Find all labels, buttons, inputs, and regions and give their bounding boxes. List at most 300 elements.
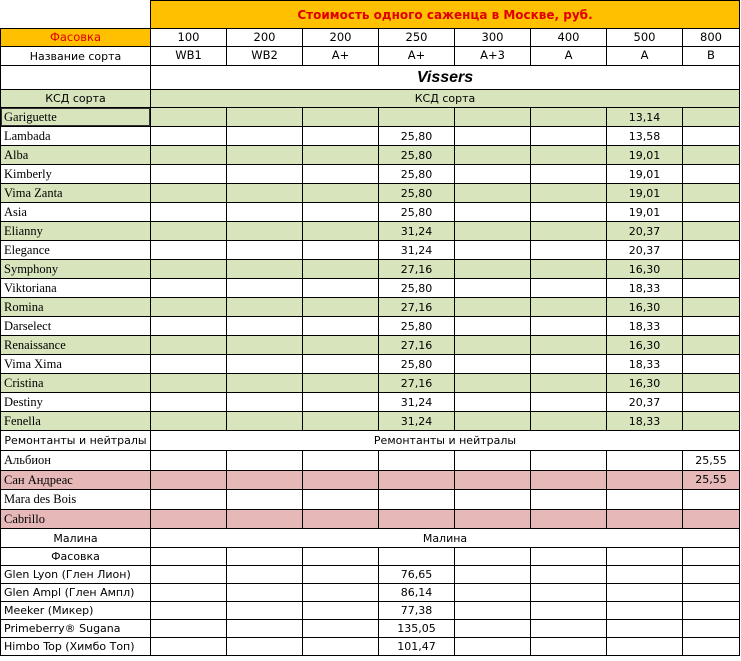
- price-cell[interactable]: [683, 336, 740, 355]
- empty-cell[interactable]: [227, 548, 303, 566]
- empty-cell[interactable]: [683, 548, 740, 566]
- price-cell[interactable]: [151, 241, 227, 260]
- price-cell[interactable]: [531, 393, 607, 412]
- grade-7[interactable]: B: [683, 47, 740, 66]
- price-cell[interactable]: 19,01: [607, 165, 683, 184]
- price-cell[interactable]: 76,65: [379, 566, 455, 584]
- table-row: [1, 509, 740, 529]
- price-cell[interactable]: [379, 509, 455, 529]
- price-cell[interactable]: 18,33: [607, 279, 683, 298]
- table-row: [1, 566, 740, 584]
- price-cell[interactable]: [607, 470, 683, 490]
- variety-name-cell[interactable]: Himbo Top (Химбо Топ): [1, 638, 151, 656]
- variety-name-cell[interactable]: Kimberly: [1, 165, 151, 184]
- price-cell[interactable]: [683, 279, 740, 298]
- price-cell[interactable]: [303, 317, 379, 336]
- table-row: [1, 203, 740, 222]
- variety-name-cell[interactable]: Fenella: [1, 412, 151, 431]
- price-cell[interactable]: [531, 241, 607, 260]
- variety-name-cell[interactable]: Glen Lyon (Глен Лион): [1, 566, 151, 584]
- price-cell[interactable]: [531, 279, 607, 298]
- price-cell[interactable]: [303, 393, 379, 412]
- price-cell[interactable]: 19,01: [607, 184, 683, 203]
- price-cell[interactable]: [151, 412, 227, 431]
- price-cell[interactable]: [455, 127, 531, 146]
- price-cell[interactable]: [227, 638, 303, 656]
- price-cell[interactable]: 16,30: [607, 298, 683, 317]
- table-row: [1, 336, 740, 355]
- price-cell[interactable]: [683, 241, 740, 260]
- price-cell[interactable]: [531, 620, 607, 638]
- price-cell[interactable]: 31,24: [379, 393, 455, 412]
- price-cell[interactable]: 77,38: [379, 602, 455, 620]
- price-cell[interactable]: [683, 317, 740, 336]
- price-cell[interactable]: [303, 165, 379, 184]
- variety-name-cell[interactable]: Elegance: [1, 241, 151, 260]
- price-cell[interactable]: [151, 108, 227, 127]
- variety-name-cell[interactable]: Primeberry® Sugana: [1, 620, 151, 638]
- price-cell[interactable]: [683, 490, 740, 510]
- price-cell[interactable]: [531, 490, 607, 510]
- price-cell[interactable]: [303, 470, 379, 490]
- table-row: [1, 620, 740, 638]
- price-cell[interactable]: [303, 566, 379, 584]
- price-cell[interactable]: [303, 584, 379, 602]
- price-cell[interactable]: 25,80: [379, 317, 455, 336]
- table-row: [1, 127, 740, 146]
- price-cell[interactable]: [683, 566, 740, 584]
- brand-title[interactable]: Vissers: [151, 66, 740, 90]
- price-cell[interactable]: [683, 108, 740, 127]
- price-cell[interactable]: 25,80: [379, 127, 455, 146]
- price-cell[interactable]: [455, 317, 531, 336]
- price-cell[interactable]: [151, 566, 227, 584]
- price-cell[interactable]: [227, 260, 303, 279]
- price-cell[interactable]: [151, 336, 227, 355]
- price-cell[interactable]: [151, 620, 227, 638]
- variety-name-cell[interactable]: Renaissance: [1, 336, 151, 355]
- price-cell[interactable]: [531, 298, 607, 317]
- price-cell[interactable]: [531, 374, 607, 393]
- price-cell[interactable]: [683, 620, 740, 638]
- price-cell[interactable]: [151, 222, 227, 241]
- price-cell[interactable]: [607, 509, 683, 529]
- variety-name-cell[interactable]: Cabrillo: [1, 509, 151, 529]
- price-cell[interactable]: [227, 203, 303, 222]
- empty-cell[interactable]: [379, 548, 455, 566]
- variety-name-cell[interactable]: Сан Андреас: [1, 470, 151, 490]
- brand-left-cell[interactable]: [1, 66, 151, 90]
- price-cell[interactable]: 19,01: [607, 146, 683, 165]
- price-cell[interactable]: 18,33: [607, 412, 683, 431]
- price-cell[interactable]: [151, 355, 227, 374]
- price-cell[interactable]: [379, 451, 455, 471]
- price-cell[interactable]: [455, 241, 531, 260]
- price-cell[interactable]: [455, 355, 531, 374]
- pack-size-6[interactable]: 500: [607, 29, 683, 47]
- price-cell[interactable]: [531, 602, 607, 620]
- price-cell[interactable]: [455, 566, 531, 584]
- price-cell[interactable]: [227, 317, 303, 336]
- price-cell[interactable]: [531, 470, 607, 490]
- table-row: [1, 279, 740, 298]
- price-cell[interactable]: 20,37: [607, 241, 683, 260]
- price-cell[interactable]: [227, 165, 303, 184]
- section-header-row: [1, 90, 740, 108]
- price-cell[interactable]: [531, 317, 607, 336]
- variety-name-cell[interactable]: Vima Xima: [1, 355, 151, 374]
- section-left-label[interactable]: КСД сорта: [1, 90, 151, 108]
- price-cell[interactable]: [303, 146, 379, 165]
- price-cell[interactable]: [531, 127, 607, 146]
- price-cell[interactable]: 13,14: [607, 108, 683, 127]
- price-cell[interactable]: 16,30: [607, 260, 683, 279]
- price-cell[interactable]: [303, 241, 379, 260]
- price-cell[interactable]: [151, 638, 227, 656]
- table-row: [1, 108, 740, 127]
- price-cell[interactable]: [683, 509, 740, 529]
- price-cell[interactable]: [151, 165, 227, 184]
- price-cell[interactable]: 25,80: [379, 165, 455, 184]
- price-cell[interactable]: [303, 374, 379, 393]
- price-cell[interactable]: [227, 470, 303, 490]
- price-cell[interactable]: [607, 566, 683, 584]
- corner-cell[interactable]: [1, 1, 151, 29]
- empty-cell[interactable]: [607, 548, 683, 566]
- pack-size-5[interactable]: 400: [531, 29, 607, 47]
- price-cell[interactable]: [379, 490, 455, 510]
- price-cell[interactable]: 16,30: [607, 336, 683, 355]
- section-header-row: [1, 431, 740, 451]
- price-cell[interactable]: [683, 203, 740, 222]
- price-cell[interactable]: [531, 260, 607, 279]
- section-left-label[interactable]: Ремонтанты и нейтралы: [1, 431, 151, 451]
- price-cell[interactable]: [607, 638, 683, 656]
- table-row: [1, 638, 740, 656]
- table-row: [1, 602, 740, 620]
- price-cell[interactable]: 135,05: [379, 620, 455, 638]
- table-row: [1, 355, 740, 374]
- price-cell[interactable]: [303, 127, 379, 146]
- price-cell[interactable]: [303, 490, 379, 510]
- price-cell[interactable]: [455, 451, 531, 471]
- price-cell[interactable]: [303, 620, 379, 638]
- variety-name-cell[interactable]: Elianny: [1, 222, 151, 241]
- price-cell[interactable]: [151, 451, 227, 471]
- price-cell[interactable]: [531, 451, 607, 471]
- price-cell[interactable]: [303, 222, 379, 241]
- pack-size-3[interactable]: 250: [379, 29, 455, 47]
- pack-size-0[interactable]: 100: [151, 29, 227, 47]
- variety-name-cell[interactable]: Alba: [1, 146, 151, 165]
- grade-1[interactable]: WB2: [227, 47, 303, 66]
- price-cell[interactable]: [303, 451, 379, 471]
- price-cell[interactable]: [683, 638, 740, 656]
- section-span-label[interactable]: Малина: [151, 529, 740, 548]
- price-cell[interactable]: [683, 165, 740, 184]
- price-cell[interactable]: 27,16: [379, 260, 455, 279]
- price-cell[interactable]: [227, 620, 303, 638]
- price-cell[interactable]: [227, 509, 303, 529]
- price-cell[interactable]: [531, 638, 607, 656]
- variety-name-cell[interactable]: Darselect: [1, 317, 151, 336]
- price-cell[interactable]: [455, 509, 531, 529]
- price-cell[interactable]: [455, 184, 531, 203]
- price-cell[interactable]: 25,55: [683, 451, 740, 471]
- pack-size-7[interactable]: 800: [683, 29, 740, 47]
- price-cell[interactable]: [531, 203, 607, 222]
- price-cell[interactable]: [607, 602, 683, 620]
- price-cell[interactable]: [455, 165, 531, 184]
- price-cell[interactable]: [455, 279, 531, 298]
- price-cell[interactable]: [531, 509, 607, 529]
- price-cell[interactable]: [151, 203, 227, 222]
- price-cell[interactable]: [151, 298, 227, 317]
- price-cell[interactable]: [379, 108, 455, 127]
- section-span-label[interactable]: КСД сорта: [151, 90, 740, 108]
- section-header-row: [1, 529, 740, 548]
- price-cell[interactable]: [683, 584, 740, 602]
- price-cell[interactable]: 31,24: [379, 241, 455, 260]
- price-cell[interactable]: 16,30: [607, 374, 683, 393]
- price-cell[interactable]: [303, 412, 379, 431]
- price-cell[interactable]: [455, 146, 531, 165]
- price-cell[interactable]: [455, 584, 531, 602]
- price-cell[interactable]: [455, 374, 531, 393]
- price-cell[interactable]: [227, 451, 303, 471]
- price-cell[interactable]: [227, 108, 303, 127]
- variety-name-cell[interactable]: Meeker (Микер): [1, 602, 151, 620]
- variety-name-cell[interactable]: Symphony: [1, 260, 151, 279]
- price-cell[interactable]: [455, 108, 531, 127]
- price-cell[interactable]: [227, 355, 303, 374]
- empty-cell[interactable]: [151, 548, 227, 566]
- table-row: [1, 451, 740, 471]
- price-cell[interactable]: [303, 279, 379, 298]
- price-cell[interactable]: [227, 602, 303, 620]
- grade-0[interactable]: WB1: [151, 47, 227, 66]
- pack-subheader-row: [1, 548, 740, 566]
- price-cell[interactable]: 25,80: [379, 355, 455, 374]
- price-cell[interactable]: [607, 451, 683, 471]
- price-cell[interactable]: [151, 393, 227, 412]
- price-cell[interactable]: [303, 638, 379, 656]
- price-cell[interactable]: [607, 584, 683, 602]
- table-row: [1, 241, 740, 260]
- price-cell[interactable]: [683, 298, 740, 317]
- table-row: [1, 146, 740, 165]
- price-cell[interactable]: [455, 298, 531, 317]
- price-cell[interactable]: [683, 127, 740, 146]
- price-cell[interactable]: [455, 470, 531, 490]
- table-row: [1, 393, 740, 412]
- pack-size-4[interactable]: 300: [455, 29, 531, 47]
- table-row: [1, 317, 740, 336]
- price-cell[interactable]: [455, 620, 531, 638]
- price-cell[interactable]: [455, 638, 531, 656]
- price-cell[interactable]: 18,33: [607, 355, 683, 374]
- price-cell[interactable]: [227, 127, 303, 146]
- price-cell[interactable]: 101,47: [379, 638, 455, 656]
- price-cell[interactable]: [303, 203, 379, 222]
- price-cell[interactable]: [455, 393, 531, 412]
- price-cell[interactable]: 25,80: [379, 279, 455, 298]
- price-cell[interactable]: [303, 355, 379, 374]
- table-row: [1, 584, 740, 602]
- price-cell[interactable]: [151, 374, 227, 393]
- pack-size-2[interactable]: 200: [303, 29, 379, 47]
- price-cell[interactable]: [227, 412, 303, 431]
- price-cell[interactable]: [531, 566, 607, 584]
- price-cell[interactable]: [531, 108, 607, 127]
- price-cell[interactable]: 25,80: [379, 203, 455, 222]
- price-cell[interactable]: 25,80: [379, 184, 455, 203]
- price-cell[interactable]: [151, 279, 227, 298]
- price-cell[interactable]: [303, 602, 379, 620]
- table-row: [1, 260, 740, 279]
- price-cell[interactable]: [607, 490, 683, 510]
- table-title[interactable]: Стоимость одного саженца в Москве, руб.: [151, 1, 740, 29]
- price-cell[interactable]: [531, 184, 607, 203]
- price-cell[interactable]: [227, 222, 303, 241]
- price-cell[interactable]: [455, 222, 531, 241]
- price-cell[interactable]: [151, 509, 227, 529]
- price-cell[interactable]: [151, 490, 227, 510]
- price-cell[interactable]: [303, 260, 379, 279]
- price-cell[interactable]: 20,37: [607, 393, 683, 412]
- price-cell[interactable]: [303, 298, 379, 317]
- price-cell[interactable]: [303, 184, 379, 203]
- grade-5[interactable]: A: [531, 47, 607, 66]
- price-cell[interactable]: [227, 279, 303, 298]
- price-cell[interactable]: 31,24: [379, 412, 455, 431]
- pack-label[interactable]: Фасовка: [1, 29, 151, 47]
- price-cell[interactable]: [683, 260, 740, 279]
- grade-3[interactable]: A+: [379, 47, 455, 66]
- price-cell[interactable]: [151, 584, 227, 602]
- price-cell[interactable]: [227, 146, 303, 165]
- price-cell[interactable]: [151, 260, 227, 279]
- table-row: [1, 490, 740, 510]
- pack-sub-label[interactable]: Фасовка: [1, 548, 151, 566]
- price-cell[interactable]: [455, 412, 531, 431]
- section-left-label[interactable]: Малина: [1, 529, 151, 548]
- price-cell[interactable]: [607, 620, 683, 638]
- price-cell[interactable]: [227, 184, 303, 203]
- table-row: [1, 470, 740, 490]
- table-row: [1, 412, 740, 431]
- price-cell[interactable]: [683, 393, 740, 412]
- price-cell[interactable]: [151, 184, 227, 203]
- price-cell[interactable]: [227, 393, 303, 412]
- variety-name-cell[interactable]: Vima Zanta: [1, 184, 151, 203]
- variety-name-cell[interactable]: Cristina: [1, 374, 151, 393]
- variety-name-cell[interactable]: Gariguette: [1, 108, 151, 127]
- price-cell[interactable]: [227, 374, 303, 393]
- price-cell[interactable]: [151, 470, 227, 490]
- price-cell[interactable]: [683, 146, 740, 165]
- price-cell[interactable]: [683, 222, 740, 241]
- price-cell[interactable]: [455, 260, 531, 279]
- price-cell[interactable]: [531, 355, 607, 374]
- table-row: [1, 298, 740, 317]
- price-cell[interactable]: [531, 165, 607, 184]
- price-cell[interactable]: 27,16: [379, 374, 455, 393]
- price-cell[interactable]: 19,01: [607, 203, 683, 222]
- price-cell[interactable]: 20,37: [607, 222, 683, 241]
- price-cell[interactable]: [455, 336, 531, 355]
- price-cell[interactable]: [227, 241, 303, 260]
- variety-name-cell[interactable]: Lambada: [1, 127, 151, 146]
- grade-4[interactable]: A+3: [455, 47, 531, 66]
- table-row: [1, 374, 740, 393]
- price-cell[interactable]: [455, 203, 531, 222]
- price-cell[interactable]: [151, 146, 227, 165]
- price-cell[interactable]: [683, 412, 740, 431]
- price-cell[interactable]: [227, 566, 303, 584]
- variety-label[interactable]: Название сорта: [1, 47, 151, 66]
- section-span-label[interactable]: Ремонтанты и нейтралы: [151, 431, 740, 451]
- variety-name-cell[interactable]: Destiny: [1, 393, 151, 412]
- empty-cell[interactable]: [531, 548, 607, 566]
- price-cell[interactable]: [303, 509, 379, 529]
- variety-name-cell[interactable]: Альбион: [1, 451, 151, 471]
- price-cell[interactable]: 31,24: [379, 222, 455, 241]
- price-cell[interactable]: [531, 412, 607, 431]
- price-cell[interactable]: [227, 584, 303, 602]
- grade-6[interactable]: A: [607, 47, 683, 66]
- table-row: [1, 184, 740, 203]
- grade-2[interactable]: A+: [303, 47, 379, 66]
- price-cell[interactable]: [151, 127, 227, 146]
- empty-cell[interactable]: [303, 548, 379, 566]
- price-cell[interactable]: 86,14: [379, 584, 455, 602]
- price-cell[interactable]: [683, 374, 740, 393]
- price-cell[interactable]: 25,80: [379, 146, 455, 165]
- price-cell[interactable]: 27,16: [379, 336, 455, 355]
- price-cell[interactable]: [455, 490, 531, 510]
- price-cell[interactable]: [227, 336, 303, 355]
- price-cell[interactable]: [379, 470, 455, 490]
- price-cell[interactable]: [303, 336, 379, 355]
- empty-cell[interactable]: [455, 548, 531, 566]
- price-cell[interactable]: [151, 317, 227, 336]
- price-cell[interactable]: [303, 108, 379, 127]
- price-cell[interactable]: 27,16: [379, 298, 455, 317]
- variety-name-cell[interactable]: Romina: [1, 298, 151, 317]
- pack-size-1[interactable]: 200: [227, 29, 303, 47]
- table-row: [1, 165, 740, 184]
- price-cell[interactable]: [455, 602, 531, 620]
- price-cell[interactable]: [227, 490, 303, 510]
- variety-name-cell[interactable]: Viktoriana: [1, 279, 151, 298]
- price-cell[interactable]: [531, 222, 607, 241]
- price-cell[interactable]: 25,55: [683, 470, 740, 490]
- price-cell[interactable]: [531, 584, 607, 602]
- price-cell[interactable]: 18,33: [607, 317, 683, 336]
- variety-name-cell[interactable]: Glen Ampl (Глен Ампл): [1, 584, 151, 602]
- price-cell[interactable]: [227, 298, 303, 317]
- price-cell[interactable]: [683, 602, 740, 620]
- price-cell[interactable]: [531, 336, 607, 355]
- price-cell[interactable]: 13,58: [607, 127, 683, 146]
- price-cell[interactable]: [683, 355, 740, 374]
- variety-name-cell[interactable]: Asia: [1, 203, 151, 222]
- price-cell[interactable]: [151, 602, 227, 620]
- variety-name-cell[interactable]: Mara des Bois: [1, 490, 151, 510]
- price-cell[interactable]: [531, 146, 607, 165]
- price-cell[interactable]: [683, 184, 740, 203]
